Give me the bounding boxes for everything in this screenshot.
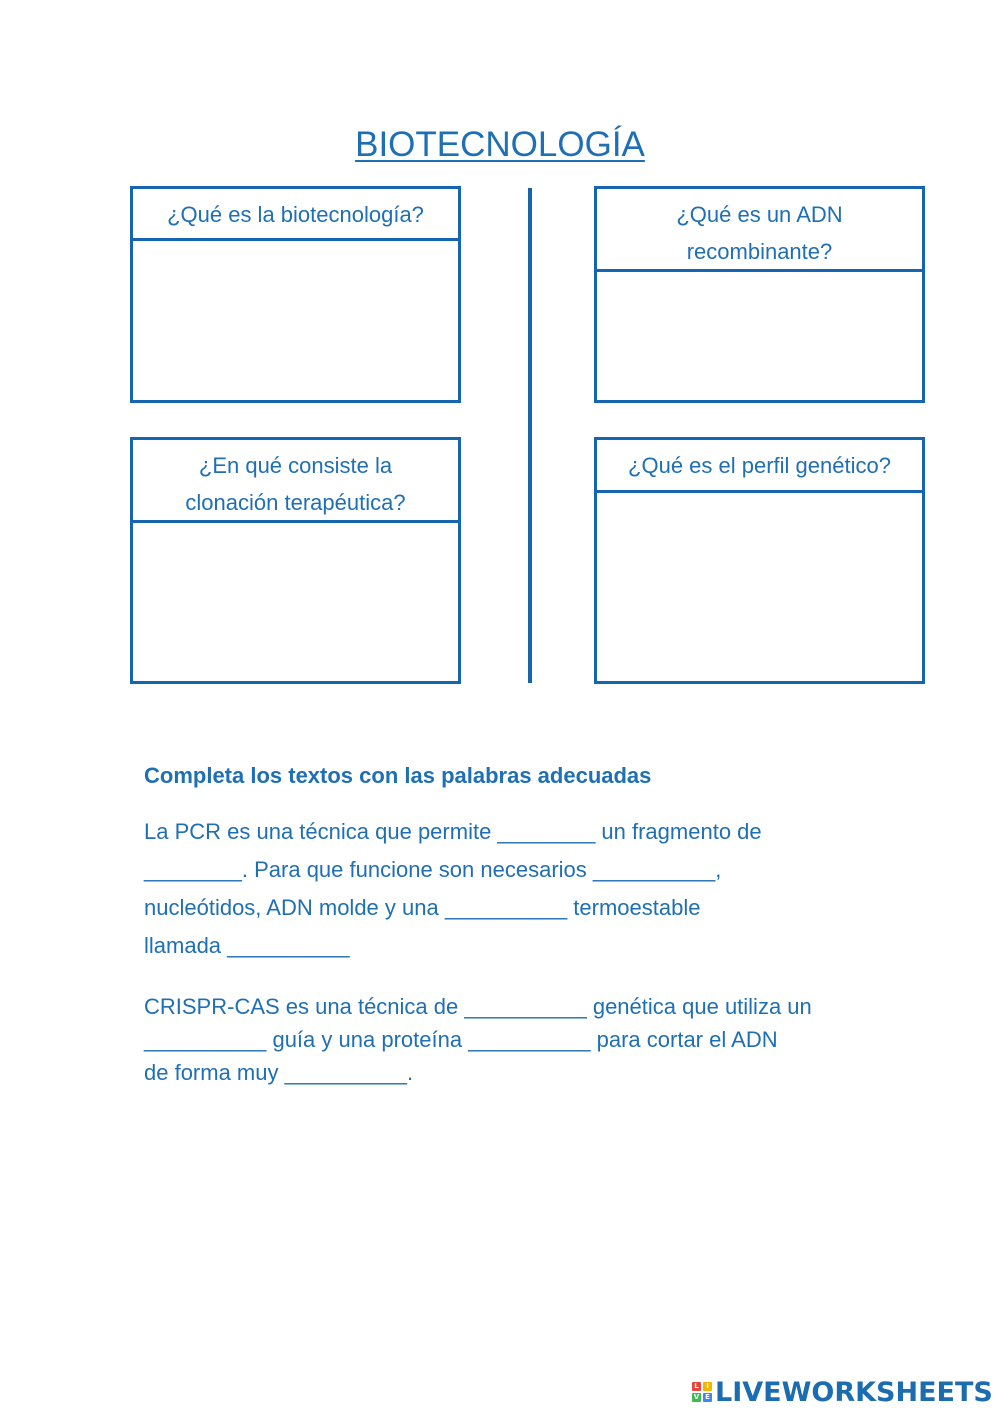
vertical-divider xyxy=(528,188,532,683)
question-box-biotecnologia xyxy=(130,186,461,403)
paragraph-line: ________. Para que funcione son necesarios __________, xyxy=(144,857,722,882)
question-line: ¿Qué es la biotecnología? xyxy=(167,202,424,227)
paragraph-line: de forma muy __________. xyxy=(144,1060,414,1085)
question-heading xyxy=(133,189,458,241)
question-line: ¿Qué es el perfil genético? xyxy=(628,453,891,478)
paragraph-line: __________ guía y una proteína __________ para cortar el ADN xyxy=(144,1027,778,1052)
question-heading xyxy=(133,440,458,523)
paragraph-line: La PCR es una técnica que permite ________ un fragmento de xyxy=(144,819,762,844)
paragraph-line: llamada __________ xyxy=(144,933,350,958)
page-title: BIOTECNOLOGÍA xyxy=(355,125,645,164)
question-box-clonacion-terapeutica xyxy=(130,437,461,684)
paragraph-line: nucleótidos, ADN molde y una __________ termoestable xyxy=(144,895,701,920)
logo-text: LIVEWORKSHEETS xyxy=(715,1376,993,1408)
paragraph-line: CRISPR-CAS es una técnica de __________ genética que utiliza un xyxy=(144,994,812,1019)
question-heading xyxy=(597,189,922,272)
logo-mark-letter: I xyxy=(703,1382,712,1391)
question-box-perfil-genetico xyxy=(594,437,925,684)
logo-mark-letter: V xyxy=(693,1393,700,1401)
paragraph-crispr xyxy=(144,990,884,1089)
question-line: clonación terapéutica? xyxy=(185,490,406,515)
paragraph-pcr xyxy=(144,813,884,965)
question-box-adn-recombinante xyxy=(594,186,925,403)
logo-mark-letter: E xyxy=(703,1393,712,1402)
question-line: recombinante? xyxy=(686,239,833,264)
instructions-heading: Completa los textos con las palabras adecuadas xyxy=(144,763,652,788)
question-line: ¿Qué es un ADN xyxy=(676,202,843,227)
logo-mark-icon xyxy=(692,1382,712,1402)
logo-mark-letter: L xyxy=(692,1382,701,1391)
question-line: ¿En qué consiste la xyxy=(198,453,393,478)
question-heading xyxy=(597,440,922,493)
liveworksheets-logo xyxy=(692,1376,993,1408)
